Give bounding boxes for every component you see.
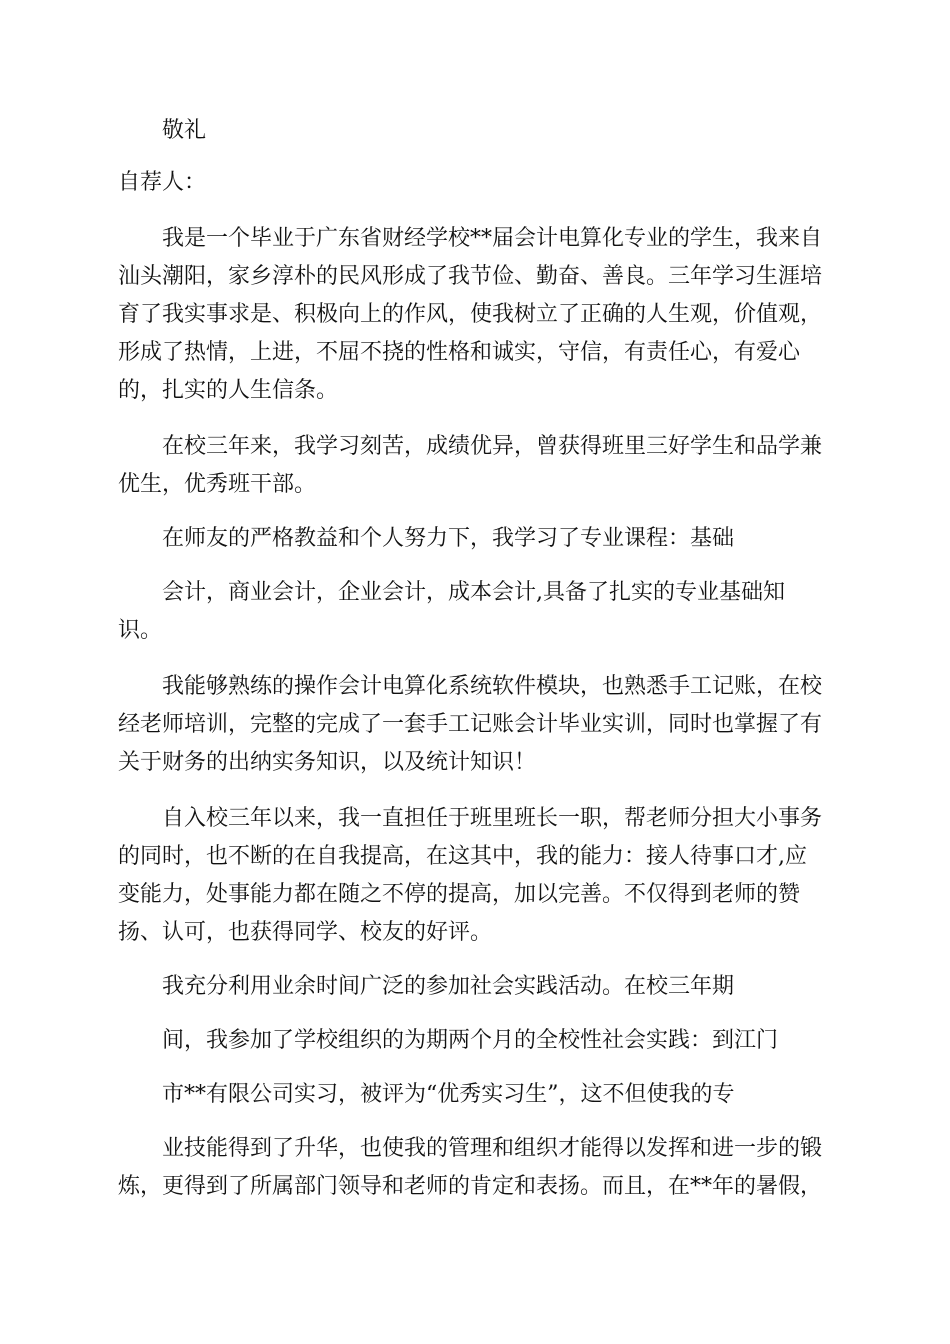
body-line: 我能够熟练的操作会计电算化系统软件模块，也熟悉手工记账，在校 xyxy=(162,674,823,699)
body-line: 间，我参加了学校组织的为期两个月的全校性社会实践：到江门 xyxy=(162,1028,779,1053)
body-line: 关于财务的出纳实务知识，以及统计知识！ xyxy=(118,750,537,775)
body-line: 育了我实事求是、积极向上的作风，使我树立了正确的人生观，价值观， xyxy=(118,302,823,327)
body-line: 形成了热情，上进，不屈不挠的性格和诚实，守信，有责任心，有爱心 xyxy=(118,340,801,365)
body-line: 汕头潮阳，家乡淳朴的民风形成了我节俭、勤奋、善良。三年学习生涯培 xyxy=(118,264,823,289)
body-line: 自入校三年以来，我一直担任于班里班长一职，帮老师分担大小事务 xyxy=(162,806,823,831)
body-line: 业技能得到了升华，也使我的管理和组织才能得以发挥和进一步的锻 xyxy=(162,1136,823,1161)
body-line: 我是一个毕业于广东省财经学校**届会计电算化专业的学生，我来自 xyxy=(162,226,823,251)
body-line: 的，扎实的人生信条。 xyxy=(118,378,339,403)
body-line: 经老师培训，完整的完成了一套手工记账会计毕业实训，同时也掌握了有 xyxy=(118,712,823,737)
signature-label: 自荐人： xyxy=(118,170,207,195)
body-line: 优生，优秀班干部。 xyxy=(118,472,317,497)
body-line: 在校三年来，我学习刻苦，成绩优异，曾获得班里三好学生和品学兼 xyxy=(162,434,823,459)
body-line: 识。 xyxy=(118,618,163,643)
body-line: 在师友的严格教益和个人努力下，我学习了专业课程：基础 xyxy=(162,526,735,551)
body-line: 会计，商业会计，企业会计，成本会计,具备了扎实的专业基础知 xyxy=(162,580,785,605)
closing-salutation: 敬礼 xyxy=(162,118,207,143)
body-line: 变能力，处事能力都在随之不停的提高，加以完善。不仅得到老师的赞 xyxy=(118,882,801,907)
body-line: 我充分利用业余时间广泛的参加社会实践活动。在校三年期 xyxy=(162,974,735,999)
body-line: 炼，更得到了所属部门领导和老师的肯定和表扬。而且，在**年的暑假， xyxy=(118,1174,823,1199)
body-line: 的同时，也不断的在自我提高，在这其中，我的能力：接人待事口才,应 xyxy=(118,844,807,869)
body-line: 市**有限公司实习，被评为“优秀实习生”，这不但使我的专 xyxy=(162,1082,735,1107)
body-line: 扬、认可，也获得同学、校友的好评。 xyxy=(118,920,493,945)
